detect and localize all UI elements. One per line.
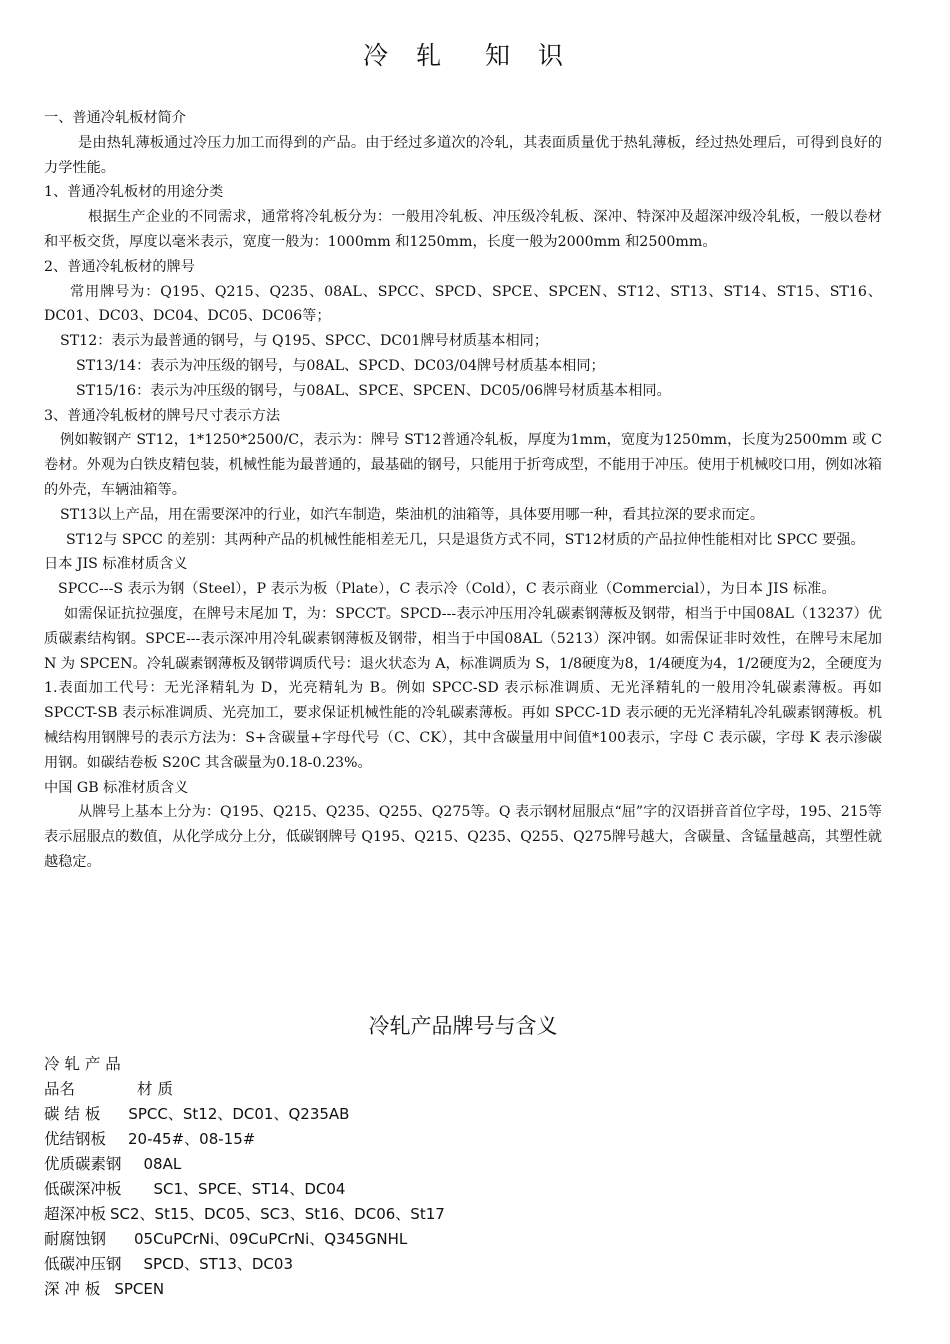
product-material: 08AL [143,1155,182,1173]
paragraph: ST12：表示为最普通的钢号，与 Q195、SPCC、DC01牌号材质基本相同； [60,333,549,350]
paragraph: ST13以上产品，用在需要深冲的行业，如汽车制造，柴油机的油箱等，具体要用哪一种，看其拉深的要求而定。 [60,506,765,523]
article-body [44,106,882,875]
product-row [44,1102,884,1127]
product-row [44,1177,884,1202]
heading-usage: 1、普通冷轧板材的用途分类 [44,184,224,201]
title-char: 识 [538,41,564,70]
product-name: 耐腐蚀钢 [44,1230,107,1248]
paragraph: 如需保证抗拉强度，在牌号末尾加 T，为：SPCCT。SPCD---表示冲压用冷轧碳素钢薄板及钢带，相当于中国08AL（13237）优质碳素结构钢。SPCE---表示深冲用冷轧碳素钢薄板及钢带，相当于中国08AL（5213）深冲钢。如需保证非时效性，在牌号末尾加 N 为 SPCEN。冷轧碳素钢薄板及钢带调质代号：退火状态为 A，标准调质为 S，1/8硬度为8，1/4硬度为4，1/2硬度为2，全硬度为1.表面加工代号：无光泽精轧为 D，光亮精轧为 B。例如 SPCC-SD 表示标准调质、无光泽精轧的一般用冷轧碳素薄板。再如 SPCCT-SB 表示标准调质、光亮加工，要求保证机械性能的冷轧碳素薄板。再如 SPCC-1D 表示硬的无光泽精轧冷轧碳素钢薄板。机械结构用钢牌号的表示方法为：S+含碳量+字母代号（C、CK），其中含碳量用中间值*100表示，字母 C 表示碳，字母 K 表示渗碳用钢。如碳结卷板 S20C 其含碳量为0.18-0.23%。 [44,605,882,771]
paragraph: 根据生产企业的不同需求，通常将冷轧板分为：一般用冷轧板、冲压级冷轧板、深冲、特深冲及超深冲级冷轧板，一般以卷材和平板交货，厚度以毫米表示，宽度一般为：1000mm 和1250mm，长度一般为2000mm 和2500mm。 [44,209,882,250]
paragraph: 从牌号上基本上分为：Q195、Q215、Q235、Q255、Q275等。Q 表示钢材屈服点“屈”字的汉语拼音首位字母，195、215等表示屈服点的数值，从化学成分上分，低碳钢牌号 Q195、Q215、Q235、Q255、Q275牌号越大，含碳量、含锰量越高，其塑性就越稳定。 [44,804,882,870]
heading-jis: 日本 JIS 标准材质含义 [44,556,188,573]
product-name: 低碳冲压钢 [44,1255,122,1273]
product-heading: 冷 轧 产 品 [44,1055,121,1073]
product-name: 优质碳素钢 [44,1155,122,1173]
product-row [44,1227,884,1252]
product-name: 深 冲 板 [44,1280,101,1298]
paragraph: ST13/14：表示为冲压级的钢号，与08AL、SPCD、DC03/04牌号材质基本相同； [76,357,605,374]
title-char: 冷 [362,41,388,70]
product-material: 20-45#、08-15# [128,1130,256,1148]
product-material: SC1、SPCE、ST14、DC04 [153,1180,346,1198]
title-char: 知 [485,41,511,70]
product-list [44,1052,884,1302]
page-title [0,36,926,72]
paragraph: ST15/16：表示为冲压级的钢号，与08AL、SPCE、SPCEN、DC05/06牌号材质基本相同。 [76,382,671,399]
heading-gb: 中国 GB 标准材质含义 [44,779,189,796]
paragraph: 例如鞍钢产 ST12，1*1250*2500/C，表示为：牌号 ST12普通冷轧板，厚度为1mm，宽度为1250mm，长度为2500mm 或 C 卷材。外观为白铁皮精包装，机械性能为最普通的，最基础的钢号，只能用于折弯成型，不能用于冲压。使用于机械咬口用，例如冰箱的外壳，车辆油箱等。 [44,432,882,498]
product-name: 优结钢板 [44,1130,107,1148]
product-material: SPCD、ST13、DC03 [143,1255,293,1273]
heading-size: 3、普通冷轧板材的牌号尺寸表示方法 [44,407,281,424]
section-title: 冷轧产品牌号与含义 [368,1014,558,1038]
paragraph: 常用牌号为：Q195、Q215、Q235、08AL、SPCC、SPCD、SPCE、SPCEN、ST12、ST13、ST14、ST15、ST16、DC01、DC03、DC04、DC05、DC06等； [44,283,882,325]
paragraph: 是由热轧薄板通过冷压力加工而得到的产品。由于经过多道次的冷轧，其表面质量优于热轧薄板，经过热处理后，可得到良好的力学性能。 [44,134,882,176]
product-row [44,1277,884,1302]
product-material: SPCC、St12、DC01、Q235AB [128,1105,350,1123]
product-row [44,1202,884,1227]
product-material: SC2、St15、DC05、SC3、St16、DC06、St17 [110,1205,445,1223]
product-material: 05CuPCrNi、09CuPCrNi、Q345GNHL [134,1230,408,1248]
product-row [44,1152,884,1177]
product-name: 低碳深冲板 [44,1180,122,1198]
heading-grades: 2、普通冷轧板材的牌号 [44,258,195,275]
product-material: SPCEN [114,1280,165,1298]
col-name: 品名 [44,1080,76,1098]
product-row [44,1252,884,1277]
title-char: 轧 [415,41,441,70]
product-name: 碳 结 板 [44,1105,101,1123]
product-row [44,1127,884,1152]
product-columns [44,1077,884,1102]
col-material: 材 质 [137,1080,173,1098]
paragraph: SPCC---S 表示为钢（Steel），P 表示为板（Plate），C 表示冷（Cold），C 表示商业（Commercial），为日本 JIS 标准。 [58,581,836,598]
product-name: 超深冲板 [44,1205,107,1223]
heading-intro: 一、普通冷轧板材简介 [44,110,186,126]
paragraph: ST12与 SPCC 的差别：其两种产品的机械性能相差无几，只是退货方式不同，ST12材质的产品拉伸性能相对比 SPCC 要强。 [66,531,865,548]
